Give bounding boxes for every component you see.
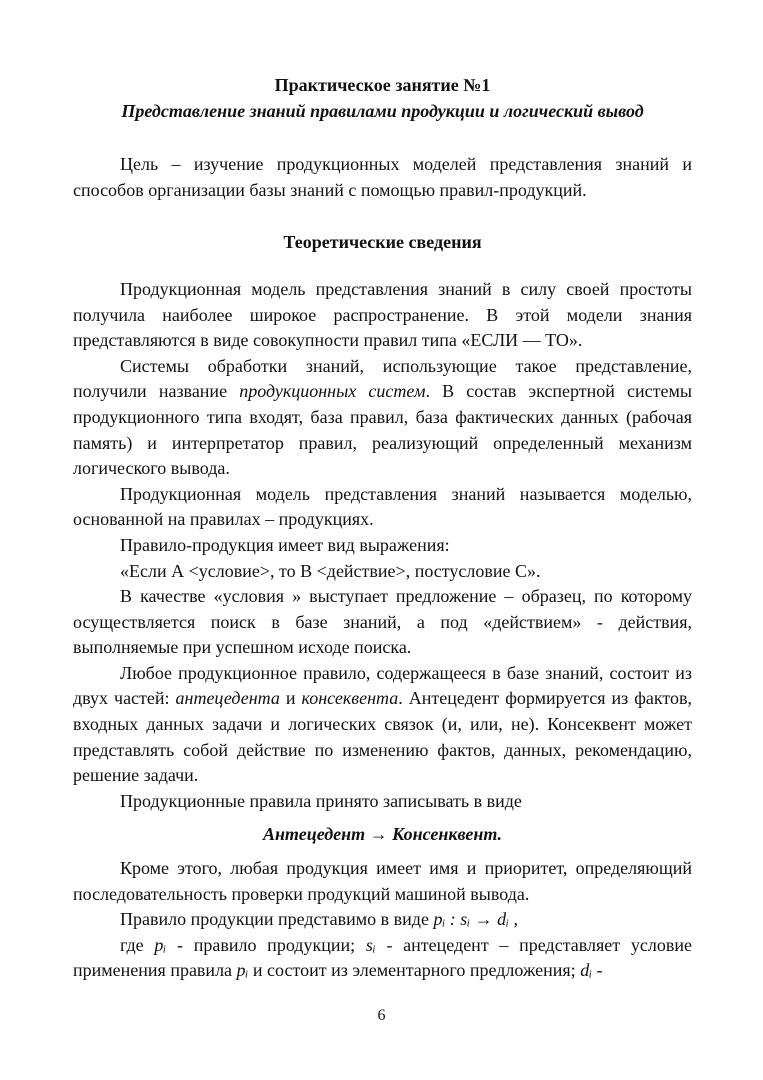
- spacer: [73, 124, 692, 152]
- page-title: Практическое занятие №1: [274, 75, 491, 95]
- paragraph-rule-form: Правило-продукция имеет вид выражения:: [120, 534, 450, 555]
- paragraph-antecedent-consequent: [73, 661, 692, 789]
- text-run: . Антецедент формируется из фактов, входных данных задачи и логических связок (и, или, не). Консеквент может представлять собой действие по изменению фактов, данных, рекомендацию, решение задачи.: [73, 688, 692, 786]
- math-formula: pᵢ : sᵢ → dᵢ ,: [433, 909, 518, 930]
- paragraph-production-model: Продукционная модель представления знаний в силу своей простоты получила наиболее широкое распространение. В этой модели знания представляются в виде совокупности правил типа «ЕСЛИ — ТО».: [73, 278, 692, 351]
- text-run: . В состав экспертной системы продукционного типа входят, база правил, база фактических данных (рабочая память) и интерпретатор правил, реализующий определенный механизм логического вывода.: [73, 381, 692, 479]
- spacer: [73, 256, 692, 277]
- math-symbol: sᵢ: [365, 934, 376, 955]
- emphasis-term: продукционных систем: [239, 381, 426, 402]
- text-run: -: [592, 960, 603, 981]
- paragraph-condition: В качестве «условия » выступает предложение – образец, по которому осуществляется поиск в базе знаний, а под «действием» - действия, выполняемые при успешном исходе поиска.: [73, 586, 692, 658]
- paragraph-rules-based: Продукционная модель представления знаний называется моделью, основанной на правилах – продукциях.: [73, 483, 692, 530]
- paragraph-priority: Кроме этого, любая продукция имеет имя и приоритет, определяющий последовательность проверки продукций машиной вывода.: [73, 858, 692, 904]
- paragraph-rule-expression: «Если А <условие>, то В <действие>, постусловие С».: [120, 560, 541, 581]
- page-number: 6: [377, 1007, 386, 1024]
- text-run: Любое продукционное правило, содержащееся в базе знаний, состоит из двух частей:: [73, 662, 692, 709]
- goal-paragraph: Цель – изучение продукционных моделей представления знаний и способов организации базы знаний с помощью правил-продукций.: [73, 154, 692, 200]
- spacer: [73, 203, 692, 230]
- paragraph-production-systems: [73, 354, 692, 482]
- text-run: - антецедент – представляет условие применения правила: [73, 934, 692, 981]
- text-run: и: [279, 688, 302, 709]
- emphasis-term: антецедента: [175, 688, 280, 709]
- text-run: Правило продукции представимо в виде: [120, 909, 434, 930]
- paragraph-rule-representation: [73, 907, 692, 933]
- text-run: Системы обработки знаний, использующие такое представление, получили название: [73, 355, 692, 402]
- text-run: где: [120, 934, 155, 955]
- page-content: [73, 73, 692, 984]
- math-symbol: dᵢ: [580, 960, 593, 981]
- paragraph-rule-definition: [73, 933, 692, 984]
- emphasis-term: консеквента: [301, 688, 399, 709]
- paragraph-rule-notation: Продукционные правила принято записывать в виде: [120, 790, 522, 811]
- page-subtitle: Представление знаний правилами продукции и логический вывод: [121, 100, 644, 121]
- text-run: - правило продукции;: [166, 934, 366, 955]
- text-run: и состоит из элементарного предложения;: [248, 960, 581, 981]
- math-symbol: pᵢ: [236, 960, 249, 981]
- math-symbol: pᵢ: [154, 934, 167, 955]
- section-title: Теоретические сведения: [283, 232, 482, 253]
- rule-formula: Антецедент → Консенквент.: [262, 824, 503, 845]
